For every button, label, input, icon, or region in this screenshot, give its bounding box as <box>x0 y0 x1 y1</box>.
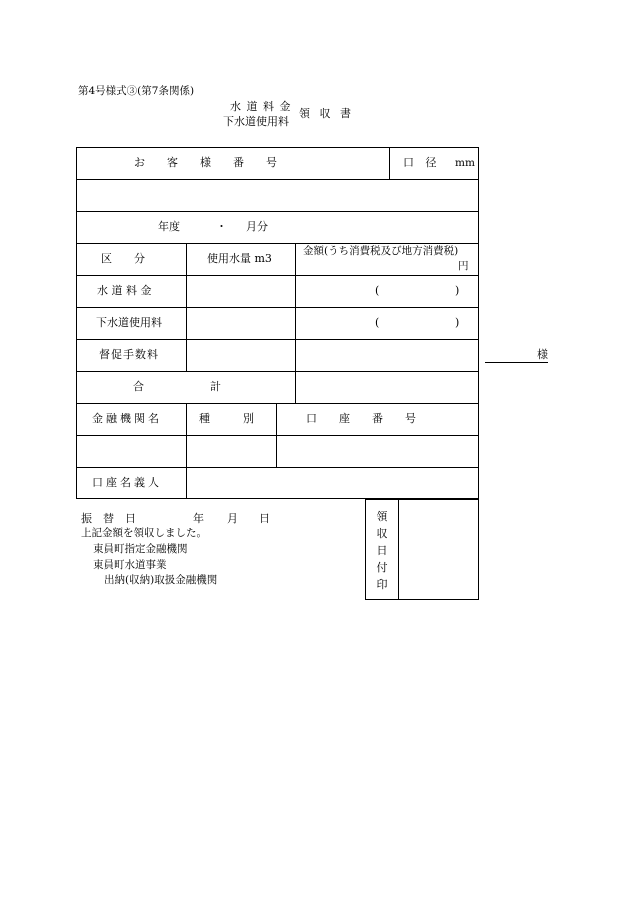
col-usage: 使用水量 m3 <box>207 252 272 265</box>
row-water-paren-close: ) <box>455 284 460 297</box>
title-receipt: 領 収 書 <box>299 107 354 120</box>
stamp-char-4: 付 <box>376 561 388 574</box>
row-total-label: 合 計 <box>133 380 221 393</box>
account-number-label: 口 座 番 号 <box>306 412 416 425</box>
title-water: 水 道 料 金 <box>230 100 292 113</box>
caliber-label: 口 径 <box>403 156 441 169</box>
stamp-char-1: 領 <box>376 510 388 523</box>
stamp-char-3: 日 <box>376 544 388 557</box>
row-water-paren-open: ( <box>375 284 380 297</box>
stamp-label <box>374 508 390 593</box>
period-month: 月分 <box>246 220 268 233</box>
period-fiscal-year: 年度 <box>158 220 180 233</box>
customer-number-label: お 客 様 番 号 <box>134 156 277 169</box>
stamp-char-2: 収 <box>376 527 388 540</box>
form-number: 第4号様式③(第7条関係) <box>78 85 195 97</box>
account-type-label: 種 別 <box>199 412 254 425</box>
col-amount: 金額(うち消費税及び地方消費税) <box>303 245 459 257</box>
account-holder-label: 口座名義人 <box>92 476 162 489</box>
customer-number-field <box>77 180 478 211</box>
row-sewer-paren-open: ( <box>375 316 380 329</box>
transfer-date-label: 振 替 日 <box>81 512 136 525</box>
row-sewer-label: 下水道使用料 <box>96 316 162 329</box>
row-reminder-label: 督促手数料 <box>99 348 159 361</box>
transfer-month: 月 <box>227 512 238 525</box>
col-category: 区 分 <box>101 252 145 265</box>
handling-bank: 出納(収納)取扱金融機関 <box>104 574 218 586</box>
transfer-year: 年 <box>193 512 204 525</box>
stamp-char-5: 印 <box>376 578 388 591</box>
sama-label: 様 <box>537 348 548 361</box>
row-water-label: 水 道 料 金 <box>97 284 152 297</box>
designated-bank: 東員町指定金融機関 <box>93 543 188 555</box>
title-sewer: 下水道使用料 <box>223 115 289 128</box>
waterworks-business: 東員町水道事業 <box>93 559 167 571</box>
col-amount-yen: 円 <box>458 260 469 272</box>
row-sewer-paren-close: ) <box>455 316 460 329</box>
sama-underline <box>485 362 548 363</box>
received-statement: 上記金額を領収しました。 <box>81 527 207 539</box>
stamp-divider <box>398 499 399 600</box>
caliber-unit: mm <box>455 157 475 169</box>
period-dot: ・ <box>216 220 227 233</box>
transfer-day: 日 <box>259 512 270 525</box>
bank-name-label: 金融機関名 <box>92 412 162 425</box>
